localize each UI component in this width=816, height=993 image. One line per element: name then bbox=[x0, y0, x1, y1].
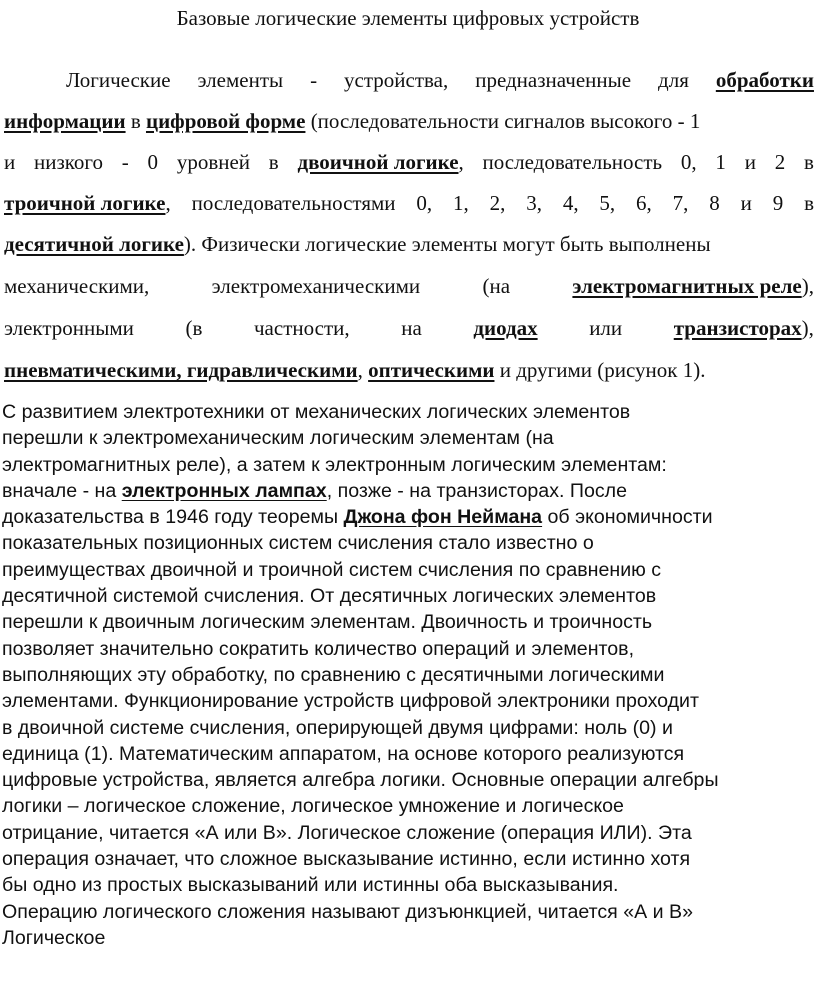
text-segment: (последовательности сигналов высокого - 1 bbox=[305, 109, 701, 133]
word: элементы bbox=[197, 68, 284, 92]
word: 2 bbox=[774, 150, 786, 174]
paragraph-line bbox=[4, 271, 814, 301]
word: Логические bbox=[66, 68, 171, 92]
word: и bbox=[740, 191, 752, 215]
word: низкого bbox=[34, 150, 104, 174]
word: и bbox=[744, 150, 756, 174]
term-link-ternary-logic[interactable]: троичной логике bbox=[4, 191, 166, 215]
text-segment: , bbox=[357, 358, 369, 382]
term-link-diodes[interactable]: диодах bbox=[473, 316, 538, 340]
word: уровней bbox=[176, 150, 251, 174]
paragraph-line: электромагнитных реле), а затем к электронным логическим элементам: bbox=[2, 453, 667, 476]
word: (в bbox=[185, 316, 203, 340]
paragraph-line: операция означает, что сложное высказывание истинно, если истинно хотя bbox=[2, 848, 691, 871]
paragraph-line: единица (1). Математическим аппаратом, на основе которого реализуются bbox=[2, 742, 685, 765]
paragraph-line bbox=[4, 147, 814, 177]
text-segment: ). Физически логические элементы могут быть выполнены bbox=[183, 232, 711, 256]
paragraph-line: перешли к двоичным логическим элементам. Двоичность и троичность bbox=[2, 611, 653, 634]
word: , bbox=[165, 191, 171, 215]
paragraph-line: Логическое bbox=[2, 926, 106, 949]
term-link-john-von-neumann[interactable]: Джона фон Неймана bbox=[343, 506, 543, 529]
word: последовательностями bbox=[191, 191, 396, 215]
text-segment: доказательства в 1946 году теоремы bbox=[2, 506, 344, 529]
term-link-decimal-logic[interactable]: десятичной логике bbox=[4, 232, 184, 256]
paragraph-line: элементами. Функционирование устройств цифровой электроники проходит bbox=[2, 690, 699, 713]
word: частности, bbox=[254, 316, 350, 340]
word: 5, bbox=[599, 191, 616, 215]
page-title: Базовые логические элементы цифровых устройств bbox=[176, 6, 640, 30]
term-link-processing[interactable]: обработки bbox=[715, 68, 814, 92]
paragraph-line bbox=[4, 65, 814, 95]
text-segment: в bbox=[125, 109, 146, 133]
word: 2, bbox=[489, 191, 506, 215]
text-segment: вначале - на bbox=[2, 479, 122, 502]
word: , bbox=[458, 150, 464, 174]
term-link-optical[interactable]: оптическими bbox=[368, 358, 495, 382]
word: ), bbox=[801, 316, 814, 340]
word: 0, bbox=[416, 191, 433, 215]
word: 0, bbox=[680, 150, 697, 174]
word: на bbox=[401, 316, 422, 340]
word: и bbox=[4, 150, 16, 174]
paragraph-line: Операцию логического сложения называют дизъюнкцией, читается «А и В» bbox=[2, 900, 694, 923]
text-segment: об экономичности bbox=[542, 506, 713, 529]
term-link-electromagnetic-relay[interactable]: электромагнитных реле bbox=[572, 274, 802, 298]
paragraph-line: в двоичной системе счисления, оперирующей двумя цифрами: ноль (0) и bbox=[2, 716, 673, 739]
paragraph-line bbox=[4, 188, 814, 218]
word: 1, bbox=[452, 191, 469, 215]
paragraph-line: позволяет значительно сократить количество операций и элементов, bbox=[2, 637, 635, 660]
word: 3, bbox=[526, 191, 542, 215]
word: устройства, bbox=[344, 68, 449, 92]
word: для bbox=[658, 68, 689, 92]
word: в bbox=[803, 150, 814, 174]
paragraph-line: отрицание, читается «А или В». Логическое сложение (операция ИЛИ). Эта bbox=[2, 821, 692, 844]
term-link-information[interactable]: информации bbox=[4, 109, 126, 133]
paragraph-line bbox=[4, 313, 814, 343]
word: последовательность bbox=[482, 150, 663, 174]
text-segment: , позже - на транзисторах. После bbox=[326, 479, 627, 502]
term-link-vacuum-tubes[interactable]: электронных лампах bbox=[121, 479, 327, 502]
term-link-transistors[interactable]: транзисторах bbox=[673, 316, 802, 340]
paragraph-line: логики – логическое сложение, логическое умножение и логическое bbox=[2, 795, 624, 818]
term-link-digital-form[interactable]: цифровой форме bbox=[145, 109, 306, 133]
paragraph-line: цифровые устройства, является алгебра логики. Основные операции алгебры bbox=[2, 769, 719, 792]
paragraph-line bbox=[2, 478, 814, 504]
word: 1 bbox=[715, 150, 726, 174]
history-paragraph bbox=[2, 399, 814, 951]
word: - bbox=[121, 150, 129, 174]
word: 6, bbox=[636, 191, 652, 215]
paragraph-line: С развитием электротехники от механических логических элементов bbox=[2, 401, 631, 423]
term-link-binary-logic[interactable]: двоичной логике bbox=[297, 150, 459, 174]
word: 9 bbox=[772, 191, 784, 215]
word: механическими, bbox=[4, 274, 150, 298]
word: электромеханическими bbox=[211, 274, 421, 298]
paragraph-line bbox=[4, 229, 814, 259]
word: предназначенные bbox=[475, 68, 632, 92]
paragraph-line: бы одно из простых высказываний или истинны оба высказывания. bbox=[2, 874, 619, 897]
word: в bbox=[804, 191, 814, 215]
paragraph-line bbox=[4, 106, 814, 136]
word: - bbox=[310, 68, 318, 92]
paragraph-line: перешли к электромеханическим логическим элементам (на bbox=[2, 427, 554, 450]
paragraph-line: выполняющих эту обработку, по сравнению с десятичными логическими bbox=[2, 663, 665, 686]
term-link-pneumatic-hydraulic[interactable]: пневматическими, гидравлическими bbox=[4, 358, 358, 382]
paragraph-line: десятичной системой счисления. От десятичных логических элементов bbox=[2, 585, 657, 608]
paragraph-line: показательных позиционных систем счисления стало известно о bbox=[2, 532, 594, 555]
word: в bbox=[268, 150, 279, 174]
word: 4, bbox=[562, 191, 579, 215]
word: (на bbox=[482, 274, 511, 298]
word: ), bbox=[801, 274, 814, 298]
word: 0 bbox=[147, 150, 159, 174]
text-segment: и другими (рисунок 1). bbox=[494, 358, 706, 382]
word: 8 bbox=[709, 191, 720, 215]
word: или bbox=[589, 316, 623, 340]
word: 7, bbox=[672, 191, 689, 215]
paragraph-line: преимуществах двоичной и троичной систем счисления по сравнению с bbox=[2, 558, 662, 581]
paragraph-line bbox=[4, 355, 814, 385]
word: электронными bbox=[4, 316, 134, 340]
paragraph-line bbox=[2, 504, 814, 530]
